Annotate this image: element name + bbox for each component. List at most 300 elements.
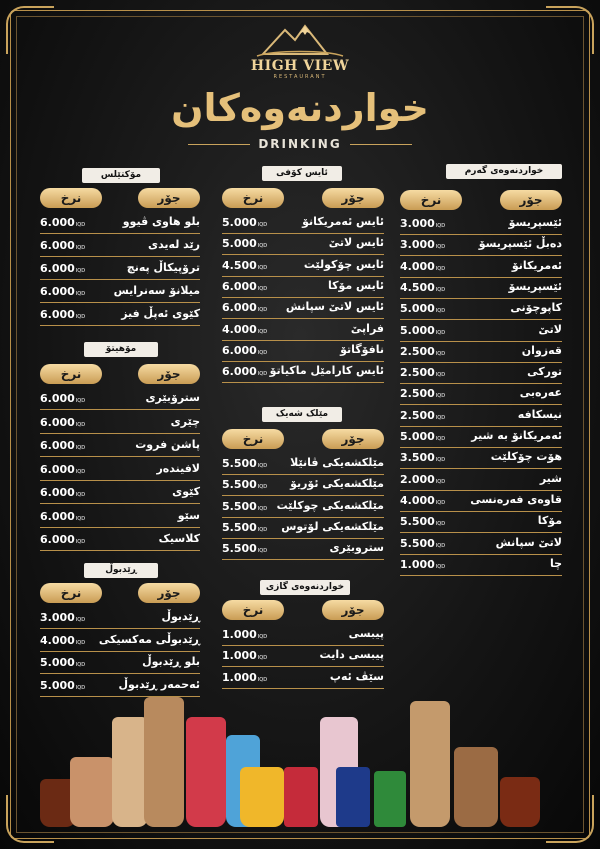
currency-label: IQD bbox=[75, 639, 86, 646]
item-name: مۆکا bbox=[537, 514, 562, 528]
price-wrapper bbox=[222, 365, 267, 378]
currency-label: IQD bbox=[257, 655, 268, 662]
menu-item-row bbox=[400, 513, 562, 533]
red-mojito-icon bbox=[186, 717, 226, 827]
item-price: 4.500 bbox=[222, 258, 257, 272]
price-wrapper bbox=[40, 239, 85, 252]
currency-label: IQD bbox=[257, 285, 268, 292]
item-price: 5.500 bbox=[222, 499, 257, 513]
row-divider bbox=[40, 279, 200, 280]
currency-label: IQD bbox=[435, 244, 446, 251]
menu-item-row bbox=[222, 299, 384, 319]
item-price: 5.500 bbox=[400, 515, 435, 529]
row-divider bbox=[400, 298, 562, 299]
item-price: 4.000 bbox=[40, 633, 75, 647]
menu-item-row bbox=[400, 492, 562, 512]
item-price: 5.500 bbox=[222, 520, 257, 534]
row-divider bbox=[40, 503, 200, 504]
currency-label: IQD bbox=[435, 350, 446, 357]
menu-item-row bbox=[400, 428, 562, 448]
item-price: 5.500 bbox=[222, 542, 257, 556]
item-name: ئایس لاتێ bbox=[328, 236, 384, 250]
currency-label: IQD bbox=[75, 222, 86, 228]
menu-item-row bbox=[222, 278, 384, 298]
item-price: 5.000 bbox=[400, 302, 435, 316]
item-name: ئەمریکانۆ bbox=[511, 258, 562, 272]
row-divider bbox=[222, 495, 384, 496]
currency-label: IQD bbox=[75, 398, 86, 404]
frappe-icon bbox=[144, 697, 184, 827]
menu-item-row bbox=[40, 214, 200, 234]
item-name: ستروبێری bbox=[329, 541, 384, 555]
menu-item-row bbox=[40, 237, 200, 257]
menu-item-row bbox=[40, 609, 200, 629]
row-divider bbox=[400, 341, 562, 342]
price-wrapper bbox=[400, 302, 445, 315]
menu-item-row bbox=[400, 236, 562, 256]
menu-item-row bbox=[40, 390, 200, 410]
currency-label: IQD bbox=[257, 526, 268, 533]
row-divider bbox=[400, 575, 562, 576]
price-wrapper bbox=[400, 473, 445, 486]
currency-label: IQD bbox=[435, 499, 446, 506]
item-price: 5.000 bbox=[40, 656, 75, 669]
item-name: سێڤ ئەپ bbox=[329, 669, 384, 683]
menu-item-row bbox=[400, 364, 562, 384]
section-label-mojito: مۆهیتۆ bbox=[84, 342, 158, 357]
price-header: نرخ bbox=[40, 583, 102, 603]
menu-item-row bbox=[222, 321, 384, 341]
item-name: کاپوچۆنی bbox=[510, 301, 562, 315]
currency-label: IQD bbox=[257, 505, 268, 512]
currency-label: IQD bbox=[257, 264, 268, 271]
menu-item-row bbox=[400, 556, 562, 576]
price-wrapper bbox=[40, 308, 85, 321]
hot-column-header bbox=[400, 190, 562, 210]
row-divider bbox=[222, 645, 384, 646]
item-price: 6.000 bbox=[40, 509, 75, 523]
row-divider bbox=[222, 382, 384, 383]
currency-label: IQD bbox=[257, 307, 268, 314]
item-name: مێلکشەیکی لۆتوس bbox=[281, 519, 384, 533]
item-name: چێری bbox=[170, 414, 200, 428]
item-price: 4.000 bbox=[400, 259, 435, 273]
price-wrapper bbox=[400, 430, 445, 443]
mocktails-column-header bbox=[40, 188, 200, 208]
menu-item-row bbox=[400, 215, 562, 235]
price-wrapper bbox=[222, 259, 267, 272]
item-price: 5.500 bbox=[222, 457, 257, 470]
item-price: 3.000 bbox=[400, 238, 435, 252]
milkshake-column-header bbox=[222, 429, 384, 449]
redbull-can-icon bbox=[284, 767, 318, 827]
item-price: 4.500 bbox=[400, 280, 435, 294]
row-divider bbox=[40, 409, 200, 410]
type-header: جۆر bbox=[322, 429, 384, 449]
price-wrapper bbox=[222, 216, 267, 229]
row-divider bbox=[400, 255, 562, 256]
tea-glass-right-icon bbox=[500, 777, 540, 827]
row-divider bbox=[400, 277, 562, 278]
row-divider bbox=[40, 433, 200, 434]
item-name: قاوەی فەرەنسی bbox=[470, 492, 562, 506]
currency-label: IQD bbox=[435, 393, 446, 400]
item-price: 6.000 bbox=[40, 239, 75, 252]
latte-glass-icon bbox=[410, 701, 450, 827]
menu-item-row bbox=[222, 519, 384, 539]
item-price: 5.000 bbox=[400, 430, 435, 443]
price-wrapper bbox=[222, 628, 267, 641]
price-wrapper bbox=[40, 611, 85, 624]
price-wrapper bbox=[222, 649, 267, 662]
row-divider bbox=[400, 490, 562, 491]
item-name: بلو ڕێدبوڵ bbox=[142, 655, 200, 668]
item-name: نافۆگاتۆ bbox=[340, 342, 384, 356]
menu-item-row bbox=[40, 437, 200, 457]
item-price: 3.000 bbox=[400, 217, 435, 230]
type-header: جۆر bbox=[138, 364, 200, 384]
menu-item-row bbox=[222, 455, 384, 475]
menu-item-row bbox=[400, 471, 562, 491]
price-header: نرخ bbox=[222, 600, 284, 620]
menu-item-row bbox=[222, 498, 384, 518]
currency-label: IQD bbox=[75, 421, 86, 428]
item-name: ڕێدبوڵی مەکسیکی bbox=[98, 632, 200, 646]
item-price: 2.500 bbox=[400, 366, 435, 380]
row-divider bbox=[40, 456, 200, 457]
iced-column-header bbox=[222, 188, 384, 208]
restaurant-logo bbox=[0, 20, 600, 80]
price-wrapper bbox=[222, 542, 267, 555]
currency-label: IQD bbox=[257, 548, 268, 555]
section-label-mocktails: مۆکتێلس bbox=[82, 168, 160, 183]
menu-item-row bbox=[40, 632, 200, 652]
price-wrapper bbox=[40, 463, 85, 476]
item-name: میلانۆ سەنرایس bbox=[113, 284, 200, 297]
item-name: نیسکافە bbox=[517, 407, 562, 421]
price-wrapper bbox=[400, 451, 445, 464]
currency-label: IQD bbox=[435, 372, 446, 379]
price-wrapper bbox=[222, 344, 267, 357]
item-name: چا bbox=[549, 556, 562, 570]
currency-label: IQD bbox=[75, 291, 86, 297]
coffee-cup-icon bbox=[70, 757, 114, 827]
menu-item-row bbox=[400, 385, 562, 405]
currency-label: IQD bbox=[257, 484, 268, 491]
section-label-soft: خواردنەوەی گازی bbox=[260, 580, 350, 595]
item-price: 6.000 bbox=[40, 216, 75, 229]
currency-label: IQD bbox=[435, 563, 446, 570]
iced-coffee-icon bbox=[112, 717, 148, 827]
currency-label: IQD bbox=[75, 245, 86, 251]
menu-item-row bbox=[400, 535, 562, 555]
currency-label: IQD bbox=[75, 539, 86, 545]
mojito-column-header bbox=[40, 364, 200, 384]
menu-item-row bbox=[222, 235, 384, 255]
item-price: 5.000 bbox=[400, 323, 435, 337]
item-name: ئایس لاتێ سپانش bbox=[285, 300, 384, 314]
row-divider bbox=[40, 550, 200, 551]
menu-item-row bbox=[400, 449, 562, 469]
item-name: ئایس ئەمریکانۆ bbox=[302, 215, 384, 228]
row-divider bbox=[222, 297, 384, 298]
item-price: 6.000 bbox=[40, 392, 75, 405]
menu-item-row bbox=[222, 363, 384, 383]
menu-item-row bbox=[40, 484, 200, 504]
soft-column-header bbox=[222, 600, 384, 620]
row-divider bbox=[40, 256, 200, 257]
price-wrapper bbox=[400, 409, 445, 422]
menu-item-row bbox=[222, 626, 384, 646]
item-price: 6.000 bbox=[40, 308, 75, 321]
item-price: 4.000 bbox=[400, 493, 435, 507]
item-name: فراپێ bbox=[350, 321, 384, 335]
item-price: 2.500 bbox=[400, 387, 435, 401]
type-header: جۆر bbox=[322, 188, 384, 208]
item-price: 2.000 bbox=[400, 472, 435, 486]
currency-label: IQD bbox=[257, 634, 268, 640]
item-price: 3.500 bbox=[400, 451, 435, 465]
pepsi-can-icon bbox=[336, 767, 370, 827]
price-wrapper bbox=[400, 345, 445, 358]
item-price: 5.000 bbox=[222, 237, 257, 251]
row-divider bbox=[400, 554, 562, 555]
price-wrapper bbox=[400, 494, 445, 507]
price-wrapper bbox=[400, 537, 445, 550]
row-divider bbox=[400, 404, 562, 405]
menu-item-row bbox=[400, 300, 562, 320]
menu-item-row bbox=[222, 476, 384, 496]
row-divider bbox=[400, 383, 562, 384]
drinks-photo bbox=[40, 667, 560, 827]
row-divider bbox=[400, 362, 562, 363]
currency-label: IQD bbox=[435, 542, 446, 549]
price-wrapper bbox=[222, 237, 267, 250]
row-divider bbox=[40, 527, 200, 528]
row-divider bbox=[40, 325, 200, 326]
item-price: 1.000 bbox=[400, 557, 435, 571]
menu-item-row bbox=[40, 414, 200, 434]
row-divider bbox=[400, 532, 562, 533]
sevenup-can-icon bbox=[374, 771, 406, 827]
item-name: ئێسپریسۆ bbox=[508, 279, 562, 293]
item-name: عەرەبی bbox=[519, 386, 562, 400]
price-wrapper bbox=[222, 301, 267, 314]
currency-label: IQD bbox=[257, 328, 268, 335]
currency-label: IQD bbox=[435, 223, 446, 229]
currency-label: IQD bbox=[257, 371, 268, 378]
yellow-mojito-icon bbox=[240, 767, 284, 827]
item-name: تورکی bbox=[527, 365, 562, 379]
item-price: 4.000 bbox=[222, 322, 257, 336]
cappuccino-icon bbox=[454, 747, 498, 827]
price-wrapper bbox=[40, 262, 85, 275]
currency-label: IQD bbox=[435, 478, 446, 485]
price-wrapper bbox=[400, 324, 445, 337]
item-price: 1.000 bbox=[222, 628, 257, 641]
section-label-redbull: ڕێدبوڵ bbox=[84, 563, 158, 578]
item-price: 6.000 bbox=[40, 285, 75, 298]
row-divider bbox=[222, 361, 384, 362]
menu-item-row bbox=[40, 508, 200, 528]
section-label-iced: ئایس کۆفی bbox=[262, 166, 342, 181]
menu-item-row bbox=[40, 531, 200, 551]
item-name: لافیندەر bbox=[156, 461, 200, 475]
menu-item-row bbox=[40, 283, 200, 303]
row-divider bbox=[222, 559, 384, 560]
currency-label: IQD bbox=[75, 684, 86, 691]
item-name: لاتێ سپانش bbox=[495, 535, 562, 549]
item-name: پیبسی bbox=[348, 627, 384, 640]
item-name: شیر bbox=[539, 471, 562, 485]
item-name: ڕێدبوڵ bbox=[161, 610, 200, 623]
item-name: ئایس مۆکا bbox=[327, 278, 384, 292]
type-header: جۆر bbox=[138, 583, 200, 603]
menu-item-row bbox=[400, 322, 562, 342]
item-price: 6.000 bbox=[222, 365, 257, 379]
currency-label: IQD bbox=[257, 222, 268, 228]
item-name: سێو bbox=[177, 508, 200, 522]
row-divider bbox=[400, 319, 562, 320]
item-price: 6.000 bbox=[40, 462, 75, 476]
item-name: قەزوان bbox=[521, 343, 562, 357]
row-divider bbox=[40, 233, 200, 234]
item-price: 6.000 bbox=[40, 415, 75, 429]
row-divider bbox=[222, 474, 384, 475]
price-wrapper bbox=[222, 478, 267, 491]
price-wrapper bbox=[222, 500, 267, 513]
redbull-column-header bbox=[40, 583, 200, 603]
item-name: دەبڵ ئێسپریسۆ bbox=[478, 237, 562, 251]
row-divider bbox=[400, 426, 562, 427]
currency-label: IQD bbox=[435, 286, 446, 293]
menu-item-row bbox=[222, 647, 384, 667]
price-header: نرخ bbox=[40, 364, 102, 384]
mountain-icon bbox=[255, 20, 345, 60]
item-price: 1.000 bbox=[222, 670, 257, 684]
price-wrapper bbox=[400, 515, 445, 528]
item-price: 5.500 bbox=[222, 478, 257, 492]
currency-label: IQD bbox=[435, 414, 446, 421]
section-label-hot: خواردنەوەی گەرم bbox=[446, 164, 562, 179]
price-header: نرخ bbox=[222, 429, 284, 449]
currency-label: IQD bbox=[75, 445, 86, 451]
type-header: جۆر bbox=[138, 188, 200, 208]
logo-name: HIGH VIEW bbox=[250, 58, 350, 74]
price-header: نرخ bbox=[222, 188, 284, 208]
price-wrapper bbox=[400, 366, 445, 379]
row-divider bbox=[400, 234, 562, 235]
currency-label: IQD bbox=[75, 268, 86, 274]
price-wrapper bbox=[40, 533, 85, 546]
item-price: 3.000 bbox=[40, 611, 75, 624]
row-divider bbox=[40, 302, 200, 303]
item-name: ئەحمەر ڕێدبوڵ bbox=[118, 677, 200, 691]
currency-label: IQD bbox=[257, 243, 268, 250]
row-divider bbox=[400, 447, 562, 448]
price-wrapper bbox=[222, 457, 267, 470]
currency-label: IQD bbox=[435, 265, 446, 272]
item-name: ئەمریکانۆ بە شیر bbox=[471, 429, 562, 442]
currency-label: IQD bbox=[75, 617, 86, 623]
type-header: جۆر bbox=[500, 190, 562, 210]
row-divider bbox=[40, 628, 200, 629]
item-name: پیبسی دایت bbox=[319, 648, 384, 662]
item-price: 6.000 bbox=[40, 439, 75, 452]
price-wrapper bbox=[400, 558, 445, 571]
price-wrapper bbox=[222, 323, 267, 336]
menu-item-row bbox=[400, 279, 562, 299]
price-wrapper bbox=[400, 260, 445, 273]
item-name: رێد لەیدی bbox=[147, 238, 200, 251]
currency-label: IQD bbox=[75, 314, 86, 320]
price-wrapper bbox=[40, 510, 85, 523]
item-price: 6.000 bbox=[222, 279, 257, 293]
price-wrapper bbox=[400, 281, 445, 294]
price-header: نرخ bbox=[40, 188, 102, 208]
price-wrapper bbox=[222, 521, 267, 534]
item-price: 6.000 bbox=[40, 262, 75, 275]
currency-label: IQD bbox=[435, 308, 446, 315]
price-wrapper bbox=[40, 416, 85, 429]
row-divider bbox=[222, 233, 384, 234]
item-name: سترۆبێری bbox=[145, 391, 200, 404]
section-label-milkshake: مێلک شەیک bbox=[262, 407, 342, 422]
item-name: پاشن فروت bbox=[135, 438, 200, 451]
item-name: مێلکشەیکی ڤانێلا bbox=[290, 456, 384, 469]
item-price: 5.000 bbox=[40, 678, 75, 692]
type-header: جۆر bbox=[322, 600, 384, 620]
item-price: 5.500 bbox=[400, 536, 435, 550]
price-wrapper bbox=[400, 217, 445, 230]
item-name: ئایس کارامێل ماکیاتۆ bbox=[269, 364, 384, 378]
item-price: 1.000 bbox=[222, 649, 257, 663]
price-wrapper bbox=[40, 486, 85, 499]
item-name: بلو هاوی ڤیوو bbox=[122, 215, 200, 228]
item-name: کێوی ئەپڵ فیز bbox=[121, 307, 200, 320]
item-price: 6.000 bbox=[222, 343, 257, 357]
item-name: ئێسپریسۆ bbox=[508, 216, 562, 229]
row-divider bbox=[222, 254, 384, 255]
item-name: ترۆپیکاڵ پەنچ bbox=[126, 261, 200, 274]
menu-item-row bbox=[40, 461, 200, 481]
price-wrapper bbox=[40, 634, 85, 647]
item-price: 6.000 bbox=[40, 533, 75, 546]
row-divider bbox=[222, 517, 384, 518]
price-wrapper bbox=[400, 238, 445, 251]
row-divider bbox=[222, 276, 384, 277]
currency-label: IQD bbox=[435, 436, 446, 442]
row-divider bbox=[40, 480, 200, 481]
page-subtitle: DRINKING bbox=[0, 137, 600, 151]
price-wrapper bbox=[40, 392, 85, 405]
row-divider bbox=[40, 651, 200, 652]
item-name: مێلکشەیکی چوکلێت bbox=[276, 498, 384, 512]
price-wrapper bbox=[400, 387, 445, 400]
row-divider bbox=[222, 538, 384, 539]
price-wrapper bbox=[40, 285, 85, 298]
currency-label: IQD bbox=[257, 463, 268, 469]
item-price: 2.500 bbox=[400, 344, 435, 358]
currency-label: IQD bbox=[435, 457, 446, 464]
menu-item-row bbox=[400, 343, 562, 363]
item-name: هۆت چۆکلێت bbox=[490, 450, 562, 464]
item-name: ئایس چۆکولێت bbox=[303, 257, 384, 271]
item-name: کێوی bbox=[172, 485, 200, 498]
price-header: نرخ bbox=[400, 190, 462, 210]
currency-label: IQD bbox=[75, 468, 86, 475]
currency-label: IQD bbox=[75, 662, 86, 668]
